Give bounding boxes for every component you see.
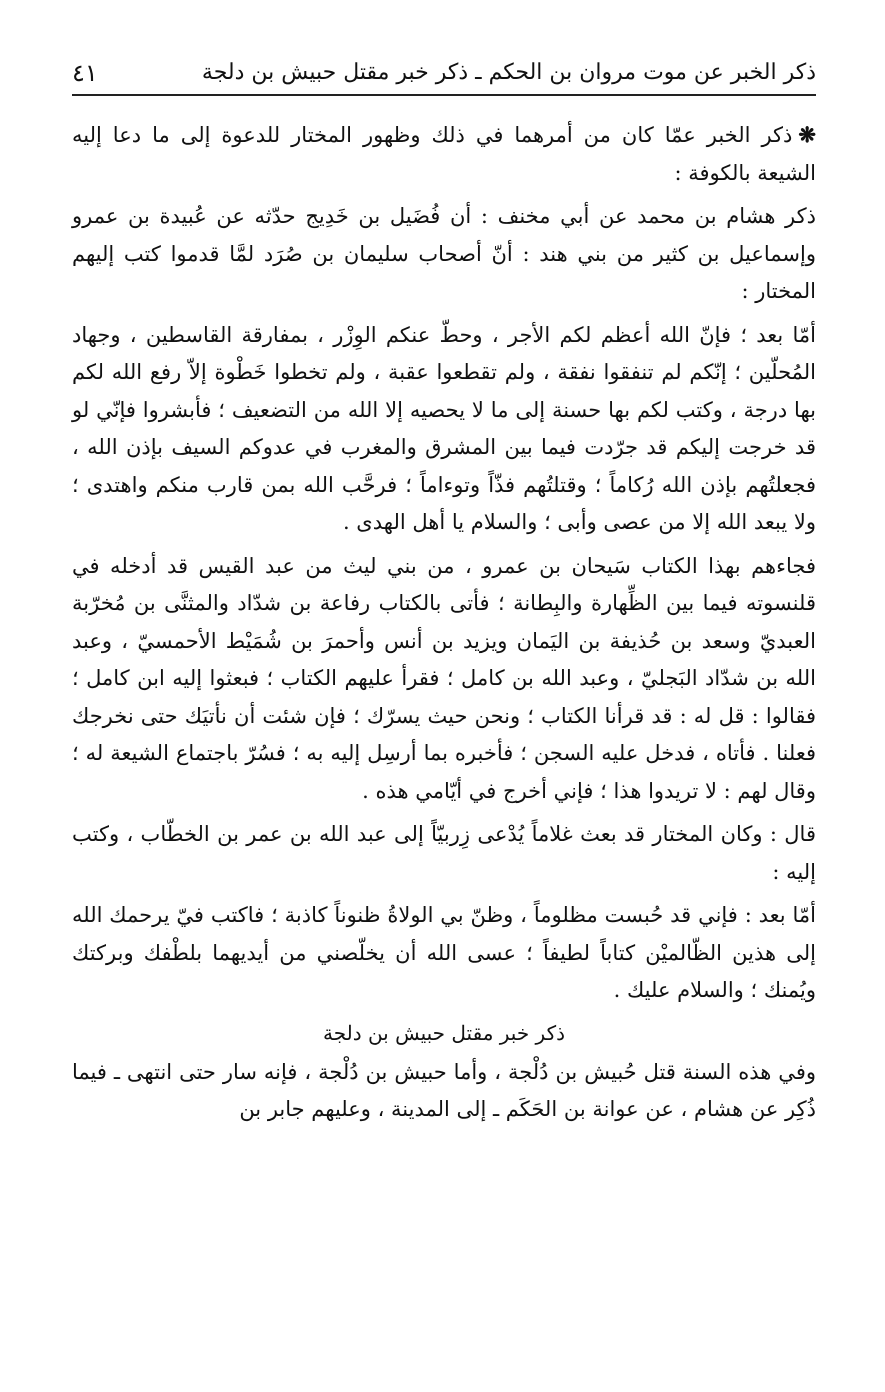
paragraph-5: قال : وكان المختار قد بعث غلاماً يُدْعى زِربيّاً إلى عبد الله بن عمر بن الخطّاب ، وكتب إليه : bbox=[72, 822, 816, 884]
page-number: ٤١ bbox=[72, 59, 98, 87]
body-text bbox=[72, 116, 816, 1129]
paragraph-3: أمّا بعد ؛ فإنّ الله أعظم لكم الأجر ، وحطّ عنكم الوِزْر ، بمفارقة القاسطين ، وجهاد المُحلّين ؛ إنّكم لم تنفقوا نفقة ، ولم تقطعوا عقبة ، ولم تخطوا خَطْوة إلاّ رفع الله لكم بها درجة ، وكتب لكم بها حسنة إلى ما لا يحصيه إلا الله من التضعيف ؛ فأبشروا فإنّي لو قد خرجت إليكم قد جرّدت فيما بين المشرق والمغرب في عدوكم السيف بإذن الله ، فجعلتُهم بإذن الله رُكاماً ؛ وقتلتُهم فذّاً وتوءاماً ؛ فرحَّب الله بمن قارب منكم واهتدى ؛ ولا يبعد الله إلا من عصى وأبى ؛ والسلام يا أهل الهدى . bbox=[72, 322, 816, 534]
running-title: ذكر الخبر عن موت مروان بن الحكم ـ ذكر خبر مقتل حبيش بن دلجة bbox=[201, 60, 816, 85]
section-heading: ذكر خبر مقتل حبيش بن دلجة bbox=[322, 1020, 566, 1045]
closing-paragraph: وفي هذه السنة قتل حُبيش بن دُلْجة ، وأما حبيش بن دُلْجة ، فإنه سار حتى انتهى ـ فيما ذُكِر عن هشام ، عن عوانة بن الحَكَم ـ إلى المدينة ، وعليهم جابر بن bbox=[72, 1059, 816, 1121]
paragraph-1-text: ذكر الخبر عمّا كان من أمرهما في ذلك وظهور المختار للدعوة إلى ما دعا إليه الشيعة بالكوفة : bbox=[72, 123, 816, 185]
paragraph-6: أمّا بعد : فإني قد حُبست مظلوماً ، وظنّ بي الولاةُ ظنوناً كاذبة ؛ فاكتب فيّ يرحمك الله إلى هذين الظّالميْن كتاباً لطيفاً ؛ عسى الله أن يخلّصني من أيديهما بلطْفك وبركتك ويُمنك ؛ والسلام عليك . bbox=[72, 903, 816, 1002]
paragraph-4: فجاءهم بهذا الكتاب سَيحان بن عمرو ، من بني ليث من عبد القيس قد أدخله في قلنسوته فيما بين الظِّهارة والبِطانة ؛ فأتى بالكتاب رفاعة بن شدّاد والمثنَّى بن مُخرّبة العبديّ وسعد بن حُذيفة بن اليَمان ويزيد بن أنس وأحمرَ بن شُمَيْط الأحمسيّ ، وعبد الله بن شدّاد البَجليّ ، وعبد الله بن كامل ؛ فقرأ عليهم الكتاب ؛ فبعثوا إليه ابن كامل ؛ فقالوا : قل له : قد قرأنا الكتاب ؛ ونحن حيث يسرّك ؛ فإن شئت أن نأتيَك حتى نخرجك فعلنا . فأتاه ، فدخل عليه السجن ؛ فأخبره بما أرسِل إليه به ؛ فسُرّ باجتماع الشيعة له ؛ وقال لهم : لا تريدوا هذا ؛ فإني أخرج في أيّامي هذه . bbox=[72, 553, 816, 803]
star-ornament: ❋ bbox=[798, 122, 816, 147]
paragraph-2: ذكر هشام بن محمد عن أبي مخنف : أن فُضَيل بن خَدِيج حدّثه عن عُبيدة بن عمرو وإسماعيل بن كثير من بني هند : أنّ أصحاب سليمان بن صُرَد لمَّا قدموا كتب إليهم المختار : bbox=[72, 204, 816, 303]
book-page bbox=[72, 50, 816, 1370]
paragraph-1 bbox=[72, 116, 816, 192]
page-header bbox=[72, 50, 816, 96]
